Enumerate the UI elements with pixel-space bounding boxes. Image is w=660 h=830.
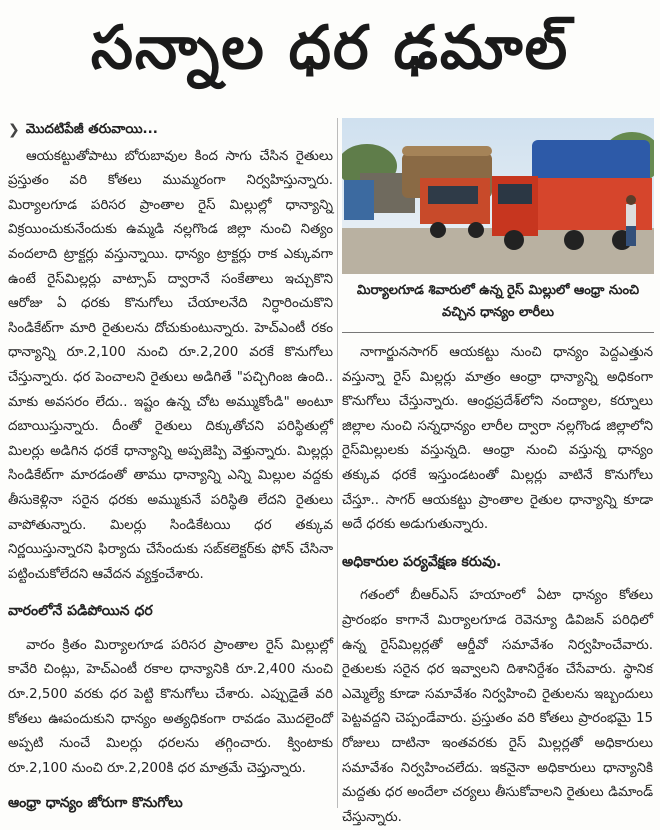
headline: సన్నాల ధర ఢమాల్ xyxy=(90,13,570,83)
left-column xyxy=(8,118,333,826)
subheading: వారంలోనే పడిపోయిన ధర xyxy=(8,603,153,620)
chevron-right-icon: ❯ xyxy=(8,122,20,138)
photo-caption: మిర్యాలగూడ శివారులో ఉన్న రైస్ మిల్లులో ఆంధ్రా నుంచి వచ్చిన ధాన్యం లారీలు xyxy=(342,280,654,333)
lorries-photo xyxy=(342,118,654,274)
subheading: ఆంధ్రా ధాన్యం జోరుగా కొనుగోలు xyxy=(8,795,183,812)
news-photo xyxy=(342,118,654,274)
continued-label: మొదటిపేజీ తరువాయి... xyxy=(25,122,158,137)
article-paragraph: నాగార్జునసాగర్ ఆయకట్టు నుంచి ధాన్యం పెద్దఎత్తున వస్తున్నా రైస్ మిల్లర్లు మాత్రం ఆంధ్రా ధాన్యాన్ని అధికంగా కొనుగోలు చేస్తున్నారు. ఆంధ్రప్రదేశ్‌లోని నంద్యాల, కర్నూలు జిల్లాల నుంచి సన్నధాన్యం లారీల ద్వారా నల్లగొండ జిల్లాలోని రైస్‌మిల్లులకు వస్తున్నది. ఆంధ్రా నుంచి వస్తున్న ధాన్యం తక్కువ ధరకే ఇస్తుండటంతో మిల్లర్లు వాటినే కొనుగోలు చేస్తూ.. సాగర్ ఆయకట్టు ప్రాంతాల రైతుల ధాన్యాన్ని కూడా అదే ధరకు అడుగుతున్నారు. xyxy=(342,345,653,533)
right-column xyxy=(342,341,653,830)
continued-from-front-page xyxy=(8,118,333,143)
subheading: అధికారుల పర్యవేక్షణ కరువు. xyxy=(342,553,502,570)
article-paragraph: ఆయకట్టుతోపాటు బోరుబావుల కింద సాగు చేసిన రైతులు ప్రస్తుతం వరి కోతలు ముమ్మరంగా నిర్వహిస్తున్నారు. మిర్యాలగూడ పరిసర ప్రాంతాల రైస్ మిల్లుల్లో ధాన్యాన్ని విక్రయించుకునేందుకు ఉమ్మడి నల్లగొండ జిల్లా నుంచి నిత్యం వందలాది ట్రాక్టర్లు వస్తున్నాయి. ధాన్యం ట్రాక్టర్లు రాక ఎక్కువగా ఉంటే రైస్‌మిల్లర్లు వాట్సాప్ ద్వారానే సంకేతాలు ఇచ్చుకొని ఆరోజు ఏ ధరకు కొనుగోలు చేయాలనేది నిర్ధారించుకొని సిండికేట్‌గా మారి రైతులను దోచుకుంటున్నారు. హెచ్‌ఎంటీ రకం ధాన్యాన్ని రూ.2,100 నుంచి రూ.2,200 వరకే కొనుగోలు చేస్తున్నారు. ధర పెంచాలని రైతులు అడిగితే "పచ్చిగింజ ఉంది.. మాకు అవసరం లేదు.. ఇష్టం ఉన్న చోట అమ్ముకోండి" అంటూ దబాయిస్తున్నారు. దీంతో రైతులు దిక్కుతోచని పరిస్థితుల్లో మిలర్లు అడిగిన ధరకే ధాన్యాన్ని అప్పజెప్పి వెళ్తున్నారు. మిల్లర్లు సిండికేట్‌గా మారడంతో తాము ధాన్యాన్ని ఎన్ని మిల్లుల వద్దకు తీసుకెళ్లినా సరైన ధరకు అమ్ముకునే పరిస్థితి లేదని రైతులు వాపోతున్నారు. మిలర్లు సిండికేటయి ధర తక్కువ నిర్ణయిస్తున్నారని ఫిర్యాదు చేసేందుకు సబ్‌కలెక్టర్‌కు ఫోన్ చేసినా పట్టించుకోలేదని ఆవేదన వ్యక్తంచేశారు. xyxy=(8,148,333,582)
article-paragraph: వారం క్రితం మిర్యాలగూడ పరిసర ప్రాంతాల రైస్ మిల్లుల్లో కావేరి చింట్లు, హెచ్‌ఎంటీ రకాల ధాన్యానికి రూ.2,400 నుంచి రూ.2,500 వరకు ధర పెట్టి కొనుగోలు చేశారు. ఎప్పుడైతే వరి కోతలు ఊపందుకుని ధాన్యం అత్యధికంగా రావడం మొదలైందో అప్పటి నుంచే మిలర్లు ధరలను తగ్గించారు. క్వింటాకు రూ.2,100 నుంచి రూ.2,200కి ధర మాత్రమే చెప్తున్నారు. xyxy=(8,637,333,776)
column-divider xyxy=(337,118,338,808)
article-paragraph: గతంలో బీఆర్‌ఎస్ హయాంలో ఏటా ధాన్యం కోతలు ప్రారంభం కాగానే మిర్యాలగూడ రెవెన్యూ డివిజన్ పరిధిలో ఉన్న రైస్‌మిల్లర్లతో ఆర్డీవో సమావేశం నిర్వహించేవారు. రైతులకు సరైన ధర ఇవ్వాలని దిశానిర్దేశం చేసేవారు. స్థానిక ఎమ్మెల్యే కూడా సమావేశం నిర్వహించి రైతులను ఇబ్బందులు పెట్టవద్దని చెప్పండేవారు. ప్రస్తుతం వరి కోతలు ప్రారంభమై 15 రోజులు దాటినా ఇంతవరకు రైస్ మిల్లర్లతో అధికారులు సమావేశం నిర్వహించలేదు. ఇకనైనా అధికారులు ధాన్యానికి మద్దతు ధర అందేలా చర్యలు తీసుకోవాలని రైతులు డిమాండ్ చేస్తున్నారు. xyxy=(342,588,653,825)
